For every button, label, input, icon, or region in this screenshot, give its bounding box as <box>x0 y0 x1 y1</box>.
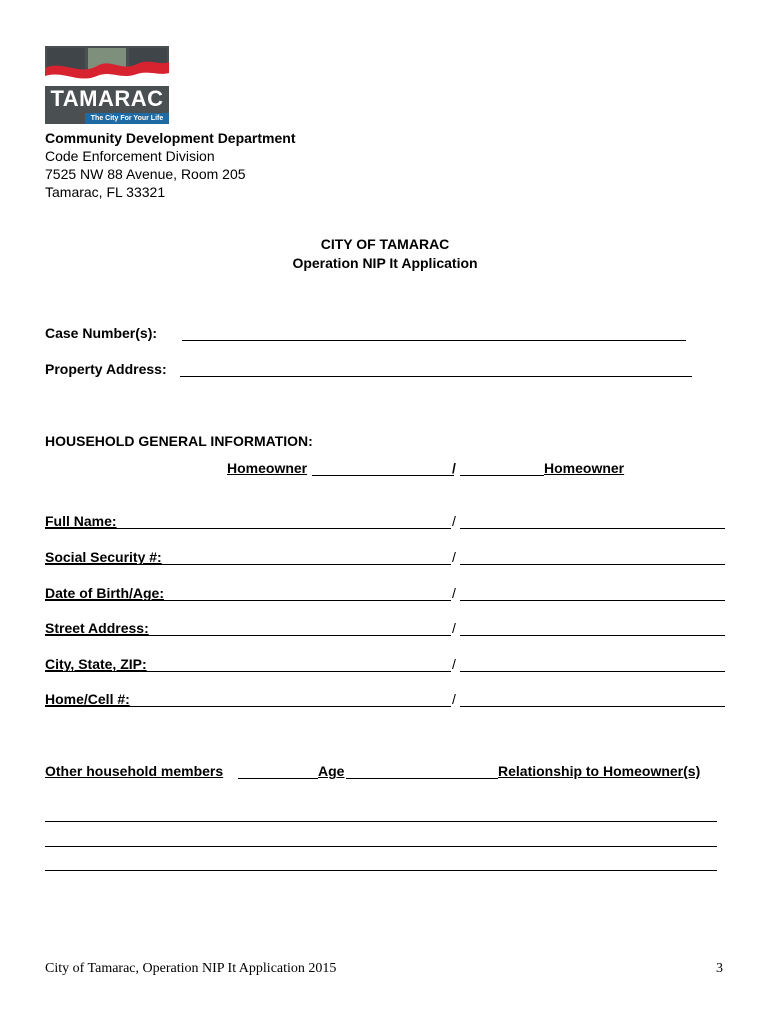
case-number-label: Case Number(s): <box>45 325 158 341</box>
case-number-field[interactable] <box>182 340 686 341</box>
property-address-field[interactable] <box>180 376 692 377</box>
row-separator: / <box>452 691 456 707</box>
street-address: 7525 NW 88 Avenue, Room 205 <box>45 166 246 182</box>
street-address-field-2[interactable] <box>460 635 725 636</box>
dob-field-2[interactable] <box>460 600 725 601</box>
property-address-label: Property Address: <box>45 361 167 377</box>
member-entry-line-3[interactable] <box>45 870 717 871</box>
row-separator: / <box>452 585 456 601</box>
home-cell-label: Home/Cell #: <box>45 691 130 707</box>
home-cell-field-1[interactable] <box>45 706 451 707</box>
ssn-field-2[interactable] <box>460 564 725 565</box>
homeowner-column-2: Homeowner <box>544 460 625 476</box>
homeowner-column-1: Homeowner <box>227 460 308 476</box>
division-name: Code Enforcement Division <box>45 148 215 164</box>
row-separator: / <box>452 656 456 672</box>
relationship-column-header: Relationship to Homeowner(s) <box>498 763 701 779</box>
city-title: CITY OF TAMARAC <box>320 236 450 252</box>
logo-tagline: The City For Your Life <box>90 115 164 122</box>
logo-wordmark: TAMARAC <box>50 86 164 111</box>
form-title: Operation NIP It Application <box>292 255 478 271</box>
members-column-header: Other household members <box>45 763 224 779</box>
tamarac-logo <box>45 46 169 124</box>
ssn-label: Social Security #: <box>45 549 162 565</box>
full-name-field-1[interactable] <box>45 528 451 529</box>
footer-text: City of Tamarac, Operation NIP It Application 2015 <box>45 961 337 976</box>
members-header-underline-1 <box>238 778 318 779</box>
row-separator: / <box>452 549 456 565</box>
city-state-zip: Tamarac, FL 33321 <box>45 184 166 200</box>
member-entry-line-1[interactable] <box>45 821 717 822</box>
full-name-label: Full Name: <box>45 513 117 529</box>
street-address-field-1[interactable] <box>45 635 451 636</box>
header-underline-1 <box>312 475 454 476</box>
members-header-underline-2 <box>346 778 498 779</box>
dob-label: Date of Birth/Age: <box>45 585 164 601</box>
city-state-zip-field-2[interactable] <box>460 671 725 672</box>
dob-field-1[interactable] <box>45 600 451 601</box>
full-name-field-2[interactable] <box>460 528 725 529</box>
city-state-zip-label: City, State, ZIP: <box>45 656 147 672</box>
row-separator: / <box>452 513 456 529</box>
home-cell-field-2[interactable] <box>460 706 725 707</box>
ssn-field-1[interactable] <box>45 564 451 565</box>
street-address-label: Street Address: <box>45 620 149 636</box>
header-underline-2 <box>460 475 544 476</box>
department-name: Community Development Department <box>45 130 296 146</box>
household-section-title: HOUSEHOLD GENERAL INFORMATION: <box>45 433 313 449</box>
page-number: 3 <box>716 961 723 976</box>
city-state-zip-field-1[interactable] <box>45 671 451 672</box>
member-entry-line-2[interactable] <box>45 846 717 847</box>
age-column-header: Age <box>318 763 345 779</box>
row-separator: / <box>452 620 456 636</box>
header-separator: / <box>452 460 456 476</box>
